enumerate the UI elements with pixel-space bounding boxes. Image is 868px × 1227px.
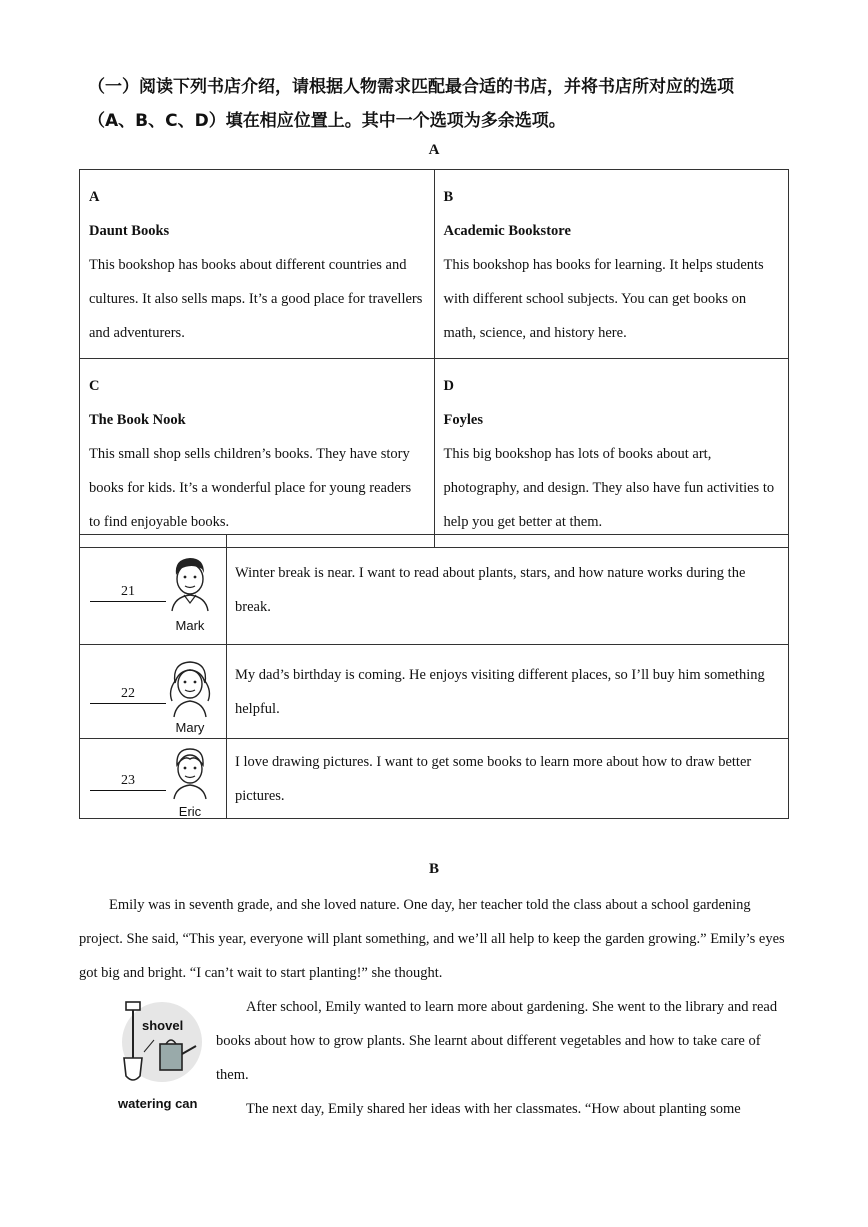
shop-description: This bookshop has books about different countries and cultures. It also sells maps. It’s a good place for travellers and adventurers. (89, 257, 423, 341)
paragraph-text: The next day, Emily shared her ideas with her classmates. “How about planting some (246, 1101, 741, 1117)
person-need (227, 645, 789, 739)
shop-name: The Book Nook (89, 412, 186, 428)
person-cell (80, 535, 227, 645)
person-name: Mary (175, 720, 205, 735)
shop-letter: A (89, 189, 100, 205)
shop-letter: D (443, 378, 454, 394)
shop-description: This small shop sells children’s books. They have story books for kids. It’s a wonderful place for young readers to find enjoyable books. (89, 446, 412, 530)
gardening-tools-figure (110, 998, 210, 1118)
shop-description: This big bookshop has lots of books about art, photography, and design. They also have fun activities to help you get better at them. (443, 446, 775, 530)
people-table (79, 534, 789, 819)
shop-name: Daunt Books (89, 223, 170, 239)
person-cell (80, 645, 227, 739)
watering-can-label: watering can (118, 1096, 198, 1111)
shop-name: Foyles (443, 412, 483, 428)
passage-paragraph-2 (216, 990, 791, 1092)
person-name: Eric (178, 804, 202, 819)
shop-cell-c (80, 359, 435, 548)
answer-blank-21[interactable]: 21 (90, 583, 166, 602)
shop-description: This bookshop has books for learning. It helps students with different school subjects. You can get books on math, science, and history here. (443, 257, 764, 341)
girl-avatar-icon (162, 657, 218, 719)
instructions (88, 70, 808, 138)
person-need-text: My dad’s birthday is coming. He enjoys visiting different places, so I’ll buy him something helpful. (235, 666, 765, 717)
section-a-title: A (428, 142, 440, 158)
person-need-text: I love drawing pictures. I want to get some books to learn more about how to draw better pictures. (235, 753, 752, 804)
bookshop-table (79, 169, 789, 548)
person-need (227, 739, 789, 819)
passage-paragraph-3 (216, 1092, 791, 1126)
shop-name: Academic Bookstore (443, 223, 571, 239)
boy-avatar-icon (162, 553, 218, 615)
paragraph-text: Emily was in seventh grade, and she loved nature. One day, her teacher told the class about a school gardening project. She said, “This year, everyone will plant something, and we’ll all help to keep the garden growing.” Emily’s eyes got big and bright. “I can’t wait to start planting!” she thought. (79, 897, 785, 981)
answer-blank-23[interactable]: 23 (90, 772, 166, 791)
instructions-line-1: （一）阅读下列书店介绍，请根据人物需求匹配最合适的书店，并将书店所对应的选项 (88, 77, 734, 97)
section-b-title: B (428, 861, 439, 877)
person-name: Mark (175, 618, 205, 633)
boy-avatar-icon (162, 745, 218, 801)
answer-blank-22[interactable]: 22 (90, 685, 166, 704)
paragraph-text: After school, Emily wanted to learn more about gardening. She went to the library and read books about how to grow plants. She learnt about different vegetables and how to take care of them. (216, 999, 778, 1083)
shovel-watering-can-icon (110, 998, 210, 1090)
shop-letter: B (443, 189, 454, 205)
shop-cell-b (434, 170, 789, 359)
shovel-label: shovel (142, 1018, 184, 1033)
person-need (227, 535, 789, 645)
shop-cell-a (80, 170, 435, 359)
person-cell (80, 739, 227, 819)
shop-cell-d (434, 359, 789, 548)
person-need-text: Winter break is near. I want to read about plants, stars, and how nature works during the break. (235, 564, 746, 615)
instructions-line-2: （A、B、C、D）填在相应位置上。其中一个选项为多余选项。 (88, 111, 566, 131)
shop-letter: C (89, 378, 100, 394)
passage-paragraph-1 (79, 888, 791, 990)
